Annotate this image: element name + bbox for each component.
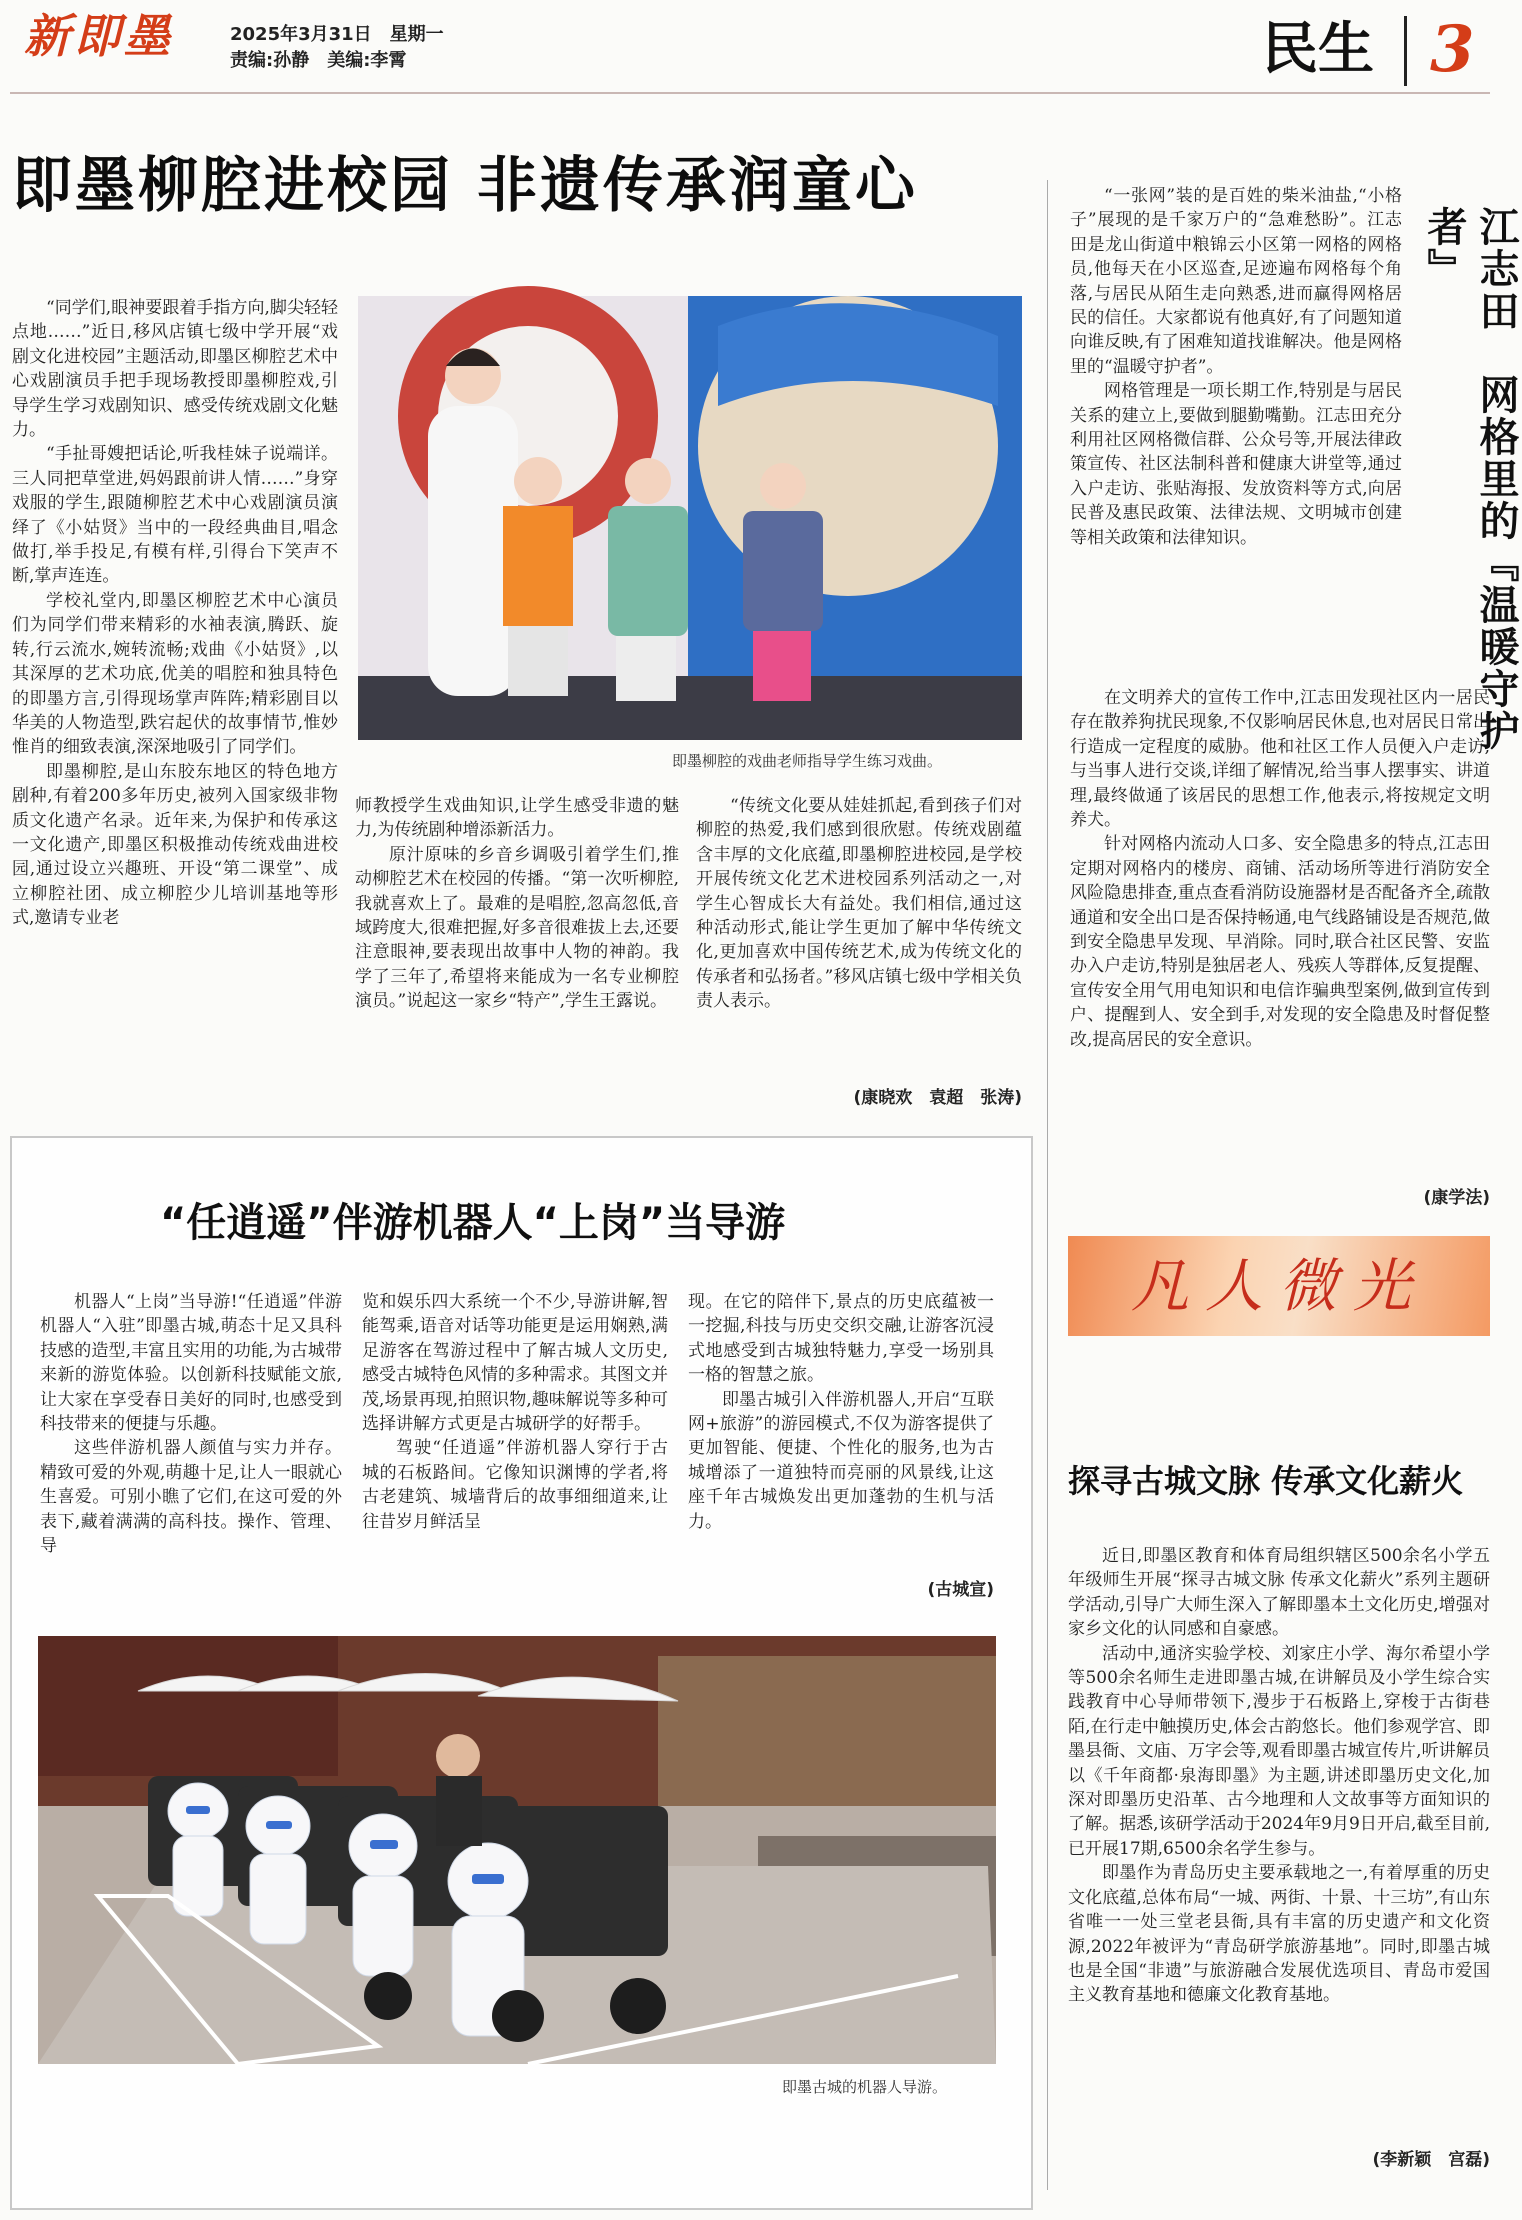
article2-byline: (古城宣) — [927, 1580, 994, 1600]
article1-col3 — [696, 794, 1022, 1086]
paragraph: 即墨古城引入伴游机器人,开启“互联网+旅游”的游园模式,不仅为游客提供了更加智能、便捷、个性化的服务,也为古城增添了一道独特而亮丽的风景线,让这座千年古城焕发出更加蓬勃的生机与活力。 — [688, 1389, 994, 1532]
svg-text:新即墨: 新即墨 — [24, 9, 174, 63]
section-title: 民生 — [1262, 17, 1374, 82]
editors-line: 责编:孙静 美编:李霄 — [230, 50, 407, 71]
article3-vertical-headline: 江志田 网格里的『温暖守护者』 — [1421, 206, 1519, 752]
paragraph: 现。在它的陪伴下,景点的历史底蕴被一一挖掘,科技与历史交织交融,让游客沉浸式地感受到古城独特魅力,享受一场别具一格的智慧之旅。 — [688, 1292, 994, 1386]
paragraph: 即墨作为青岛历史主要承载地之一,有着厚重的历史文化底蕴,总体布局“一城、两街、十景、十三坊”,有山东省唯一一处三堂老县衙,具有丰富的历史遗产和文化资源,2022年被评为“青岛研学旅游基地”。同时,即墨古城也是全国“非遗”与旅游融合发展优选项目、青岛市爱国主义教育基地和德廉文化教育基地。 — [1068, 1863, 1490, 2006]
article4-headline: 探寻古城文脉 传承文化薪火 — [1068, 1462, 1464, 1500]
opera-stage-photo — [358, 296, 1022, 740]
paragraph: 驾驶“任逍遥”伴游机器人穿行于古城的石板路间。它像知识渊博的学者,将古老建筑、城墙背后的故事细细道来,让往昔岁月鲜活呈 — [362, 1438, 668, 1532]
paragraph: 近日,即墨区教育和体育局组织辖区500余名小学五年级师生开展“探寻古城文脉 传承文化薪火”系列主题研学活动,引导广大师生深入了解即墨本土文化历史,增强对家乡文化的认同感和自豪感。 — [1068, 1546, 1490, 1640]
article2-col3 — [688, 1290, 994, 1582]
paragraph: 机器人“上岗”当导游!“任逍遥”伴游机器人“入驻”即墨古城,萌态十足又具科技感的造型,丰富且实用的功能,为古城带来新的游览体验。以创新科技赋能文旅,让大家在享受春日美好的同时,也感受到科技带来的便捷与乐趣。 — [40, 1292, 342, 1435]
paragraph: 览和娱乐四大系统一个不少,导游讲解,智能驾乘,语音对话等功能更是运用娴熟,满足游客在驾游过程中了解古城人文历史,感受古城特色风情的多种需求。其图文并茂,场景再现,拍照识物,趣味解说等多种可选择讲解方式更是古城研学的好帮手。 — [362, 1292, 668, 1435]
header-divider — [1404, 16, 1407, 86]
article4-byline: (李新颖 宫磊) — [1372, 2150, 1490, 2170]
article1-byline: (康晓欢 袁超 张涛) — [853, 1088, 1022, 1108]
paragraph: 在文明养犬的宣传工作中,江志田发现社区内一居民存在散养狗扰民现象,不仅影响居民休息,也对居民日常出行造成一定程度的威胁。他和社区工作人员便入户走访,与当事人进行交谈,详细了解情况,给当事人摆事实、讲道理,最终做通了该居民的思想工作,他表示,将按规定文明养犬。 — [1070, 688, 1490, 831]
article1-col2 — [355, 794, 679, 1114]
paragraph: 针对网格内流动人口多、安全隐患多的特点,江志田定期对网格内的楼房、商铺、活动场所等进行消防安全风险隐患排查,重点查看消防设施器材是否配备齐全,疏散通道和安全出口是否保持畅通,电气线路铺设是否规范,做到安全隐患早发现、早消除。同时,联合社区民警、安监办入户走访,特别是独居老人、残疾人等群体,反复提醒、宣传安全用气用电知识和电信诈骗典型案例,做到宣传到户、提醒到人、安全到手,对发现的安全隐患及时督促整改,提高居民的安全意识。 — [1070, 834, 1490, 1050]
paragraph: 这些伴游机器人颜值与实力并存。精致可爱的外观,萌趣十足,让人一眼就心生喜爱。可别小瞧了它们,在这可爱的外表下,藏着满满的高科技。操作、管理、导 — [40, 1438, 342, 1557]
paragraph: 活动中,通济实验学校、刘家庄小学、海尔希望小学等500余名师生走进即墨古城,在讲解员及小学生综合实践教育中心导师带领下,漫步于石板路上,穿梭于古街巷陌,在行走中触摸历史,体会古韵悠长。他们参观学宫、即墨县衙、文庙、万字会等,观看即墨古城宣传片,听讲解员以《千年商都·泉海即墨》为主题,讲述即墨历史文化,加深对即墨历史沿革、古今地理和人文故事等方面知识的了解。据悉,该研学活动于2024年9月9日开启,截至目前,已开展17期,6500余名学生参与。 — [1068, 1643, 1490, 1859]
article2-photo — [38, 1636, 996, 2064]
page-number: 3 — [1430, 12, 1475, 87]
article4-body — [1068, 1544, 1490, 2144]
article2-col2 — [362, 1290, 668, 1622]
newspaper-logo — [22, 8, 212, 64]
paragraph: 网格管理是一项长期工作,特别是与居民关系的建立上,要做到腿勤嘴勤。江志田充分利用社区网格微信群、公众号等,开展法律政策宣传、社区法制科普和健康大讲堂等,通过入户走访、张贴海报、发放资料等方式,向居民普及惠民政策、法律法规、文明城市创建等相关政策和法律知识。 — [1070, 381, 1402, 548]
paragraph: 学校礼堂内,即墨区柳腔艺术中心演员们为同学们带来精彩的水袖表演,腾跃、旋转,行云流水,婉转流畅;戏曲《小姑贤》,以其深厚的艺术功底,优美的唱腔和独具特色的即墨方言,引得现场掌声阵阵;精彩剧目以华美的人物造型,跌宕起伏的故事情节,惟妙惟肖的细致表演,深深地吸引了同学们。 — [12, 590, 338, 758]
column-divider — [1047, 180, 1048, 2190]
paragraph: “传统文化要从娃娃抓起,看到孩子们对柳腔的热爱,我们感到很欣慰。传统戏剧蕴含丰厚的文化底蕴,即墨柳腔进校园,是学校开展传统文化艺术进校园系列活动之一,对学生心智成长大有益处。我们相信,通过这种活动形式,能让学生更加了解中华传统文化,更加喜欢中国传统艺术,成为传统文化的传承者和弘扬者。”移风店镇七级中学相关负责人表示。 — [696, 796, 1022, 1012]
masthead-meta — [230, 22, 444, 74]
robot-carts-photo — [38, 1636, 996, 2064]
article1-col1 — [12, 296, 338, 1102]
paragraph: 即墨柳腔,是山东胶东地区的特色地方剧种,有着200多年历史,被列入国家级非物质文化遗产名录。近年来,为保护和传承这一文化遗产,即墨区积极推动传统戏曲进校园,通过设立兴趣班、开设“第二课堂”、成立柳腔社团、成立柳腔少儿培训基地等形式,邀请专业老 — [12, 761, 338, 929]
paragraph: “手扯哥嫂把话论,听我桂妹子说端详。三人同把草堂进,妈妈跟前讲人情……”身穿戏服的学生,跟随柳腔艺术中心戏剧演员演绎了《小姑贤》当中的一段经典曲目,唱念做打,举手投足,有模有样,引得台下笑声不断,掌声连连。 — [12, 444, 338, 587]
article2-headline: “任逍遥”伴游机器人“上岗”当导游 — [160, 1200, 786, 1246]
header-rule — [10, 92, 1490, 94]
article1-headline: 即墨柳腔进校园 非遗传承润童心 — [12, 151, 918, 221]
article1-photo — [358, 296, 1022, 740]
article3-upper-col — [1070, 184, 1402, 754]
issue-date: 2025年3月31日 星期一 — [230, 24, 444, 45]
logo-calligraphy-icon — [22, 8, 212, 64]
paragraph: 师教授学生戏曲知识,让学生感受非遗的魅力,为传统剧种增添新活力。 — [355, 796, 679, 841]
paragraph: “同学们,眼神要跟着手指方向,脚尖轻轻点地……”近日,移风店镇七级中学开展“戏剧文化进校园”主题活动,即墨区柳腔艺术中心戏剧演员手把手现场教授即墨柳腔戏,引导学生学习戏剧知识、感受传统戏剧文化魅力。 — [12, 298, 338, 441]
banner-title: 凡人微光 — [1130, 1252, 1427, 1320]
article3-lower-col — [1070, 686, 1490, 1186]
column-banner — [1068, 1236, 1490, 1336]
paragraph: 原汁原味的乡音乡调吸引着学生们,推动柳腔艺术在校园的传播。“第一次听柳腔,我就喜欢上了。最难的是唱腔,忽高忽低,音域跨度大,很难把握,好多音很难拔上去,还要注意眼神,要表现出故事中人物的神韵。我学了三年了,希望将来能成为一名专业柳腔演员。”说起这一家乡“特产”,学生王露说。 — [355, 844, 679, 1012]
paragraph: “一张网”装的是百姓的柴米油盐,“小格子”展现的是千家万户的“急难愁盼”。江志田是龙山街道中粮锦云小区第一网格的网格员,他每天在小区巡查,足迹遍布网格每个角落,与居民从陌生走向熟悉,进而赢得网格居民的信任。大家都说有他真好,有了问题知道向谁反映,有了困难知道找谁解决。他是网格里的“温暖守护者”。 — [1070, 186, 1402, 377]
article3-byline: (康学法) — [1423, 1188, 1490, 1208]
article2-col1 — [40, 1290, 342, 1622]
article1-photo-caption: 即墨柳腔的戏曲老师指导学生练习戏曲。 — [672, 752, 943, 770]
article2-photo-caption: 即墨古城的机器人导游。 — [782, 2078, 948, 2096]
